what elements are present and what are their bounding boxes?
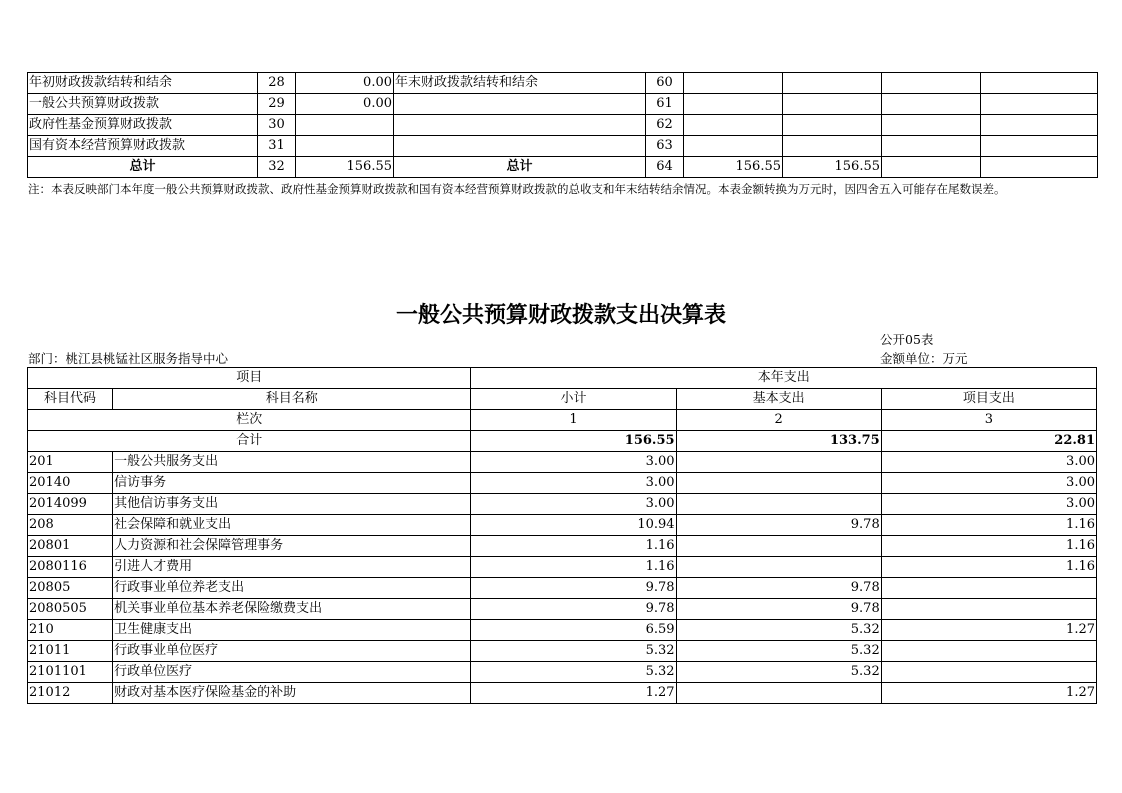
row-right-number: 63 xyxy=(646,136,684,157)
basic-value: 5.32 xyxy=(676,662,881,683)
subtotal-value: 9.78 xyxy=(471,578,676,599)
row-right-label: 年末财政拨款结转和结余 xyxy=(394,73,646,94)
row-amount-4 xyxy=(981,136,1098,157)
subject-name: 引进人才费用 xyxy=(113,557,471,578)
row-left-amount xyxy=(296,136,394,157)
page-title: 一般公共预算财政拨款支出决算表 xyxy=(395,303,726,328)
row-amount-2 xyxy=(783,94,882,115)
row-left-number: 28 xyxy=(258,73,296,94)
form-code: 公开05表 xyxy=(880,332,934,347)
row-amount-2 xyxy=(783,115,882,136)
row-left-label: 年初财政拨款结转和结余 xyxy=(28,73,258,94)
subject-code: 21011 xyxy=(28,641,113,662)
row-left-amount: 0.00 xyxy=(296,73,394,94)
project-value xyxy=(881,641,1096,662)
project-value xyxy=(881,599,1096,620)
row-amount-4 xyxy=(981,115,1098,136)
unit-label: 金额单位：万元 xyxy=(880,351,968,366)
basic-value: 9.78 xyxy=(676,599,881,620)
basic-value: 5.32 xyxy=(676,641,881,662)
subject-name: 财政对基本医疗保险基金的补助 xyxy=(113,683,471,704)
subject-name: 信访事务 xyxy=(113,473,471,494)
header-row-1 xyxy=(28,368,1097,389)
basic-value: 9.78 xyxy=(676,515,881,536)
table-row xyxy=(28,641,1097,662)
project-value: 3.00 xyxy=(881,473,1096,494)
basic-value xyxy=(676,557,881,578)
row-amount-3 xyxy=(882,136,981,157)
subject-code: 210 xyxy=(28,620,113,641)
subtotal-value: 10.94 xyxy=(471,515,676,536)
table-row xyxy=(28,494,1097,515)
subject-code: 2101101 xyxy=(28,662,113,683)
total-project: 22.81 xyxy=(881,431,1096,452)
summary-row xyxy=(28,115,1098,136)
subtotal-value: 9.78 xyxy=(471,599,676,620)
subject-name: 行政单位医疗 xyxy=(113,662,471,683)
appropriation-summary-table xyxy=(27,72,1098,178)
table-row xyxy=(28,452,1097,473)
header-subtotal: 小计 xyxy=(471,389,676,410)
subject-name: 卫生健康支出 xyxy=(113,620,471,641)
subtotal-value: 3.00 xyxy=(471,473,676,494)
row-amount-2 xyxy=(783,136,882,157)
subject-code: 208 xyxy=(28,515,113,536)
project-value: 1.27 xyxy=(881,683,1096,704)
basic-value xyxy=(676,536,881,557)
row-right-number: 60 xyxy=(646,73,684,94)
subject-name: 其他信访事务支出 xyxy=(113,494,471,515)
subject-name: 一般公共服务支出 xyxy=(113,452,471,473)
summary-row xyxy=(28,136,1098,157)
header-current-year: 本年支出 xyxy=(471,368,1097,389)
subject-code: 20140 xyxy=(28,473,113,494)
row-amount-3 xyxy=(882,94,981,115)
subtotal-value: 5.32 xyxy=(471,641,676,662)
header-row-3 xyxy=(28,410,1097,431)
project-value: 1.16 xyxy=(881,515,1096,536)
column-no-1: 1 xyxy=(471,410,676,431)
header-code: 科目代码 xyxy=(28,389,113,410)
row-amount-2 xyxy=(783,73,882,94)
row-amount-4 xyxy=(981,73,1098,94)
subtotal-value: 1.27 xyxy=(471,683,676,704)
row-amount-3 xyxy=(882,115,981,136)
table-row xyxy=(28,620,1097,641)
subject-code: 2080116 xyxy=(28,557,113,578)
header-row-2 xyxy=(28,389,1097,410)
basic-value xyxy=(676,683,881,704)
subject-name: 行政事业单位医疗 xyxy=(113,641,471,662)
total-amount-4 xyxy=(981,157,1098,178)
column-no-3: 3 xyxy=(881,410,1096,431)
table-row xyxy=(28,599,1097,620)
row-amount-1 xyxy=(684,73,783,94)
row-amount-4 xyxy=(981,94,1098,115)
row-left-label: 一般公共预算财政拨款 xyxy=(28,94,258,115)
subject-code: 20805 xyxy=(28,578,113,599)
summary-row xyxy=(28,73,1098,94)
basic-value: 5.32 xyxy=(676,620,881,641)
subject-code: 21012 xyxy=(28,683,113,704)
subject-code: 2080505 xyxy=(28,599,113,620)
header-name: 科目名称 xyxy=(113,389,471,410)
project-value: 1.16 xyxy=(881,557,1096,578)
total-amount-1: 156.55 xyxy=(684,157,783,178)
project-value xyxy=(881,578,1096,599)
table-note: 注：本表反映部门本年度一般公共预算财政拨款、政府性基金预算财政拨款和国有资本经营预算财政拨款的总收支和年末结转结余情况。本表金额转换为万元时，因四舍五入可能存在尾数误差。 xyxy=(28,182,1006,196)
table-row xyxy=(28,515,1097,536)
project-value: 1.27 xyxy=(881,620,1096,641)
project-value: 3.00 xyxy=(881,452,1096,473)
table-row xyxy=(28,578,1097,599)
row-left-label: 政府性基金预算财政拨款 xyxy=(28,115,258,136)
summary-row xyxy=(28,94,1098,115)
total-left-number: 32 xyxy=(258,157,296,178)
total-amount-3 xyxy=(882,157,981,178)
row-left-amount xyxy=(296,115,394,136)
total-left-amount: 156.55 xyxy=(296,157,394,178)
subject-name: 行政事业单位养老支出 xyxy=(113,578,471,599)
table-row xyxy=(28,473,1097,494)
header-project-expense: 项目支出 xyxy=(881,389,1096,410)
basic-value xyxy=(676,494,881,515)
column-no-2: 2 xyxy=(676,410,881,431)
subtotal-value: 1.16 xyxy=(471,557,676,578)
header-basic: 基本支出 xyxy=(676,389,881,410)
row-amount-1 xyxy=(684,115,783,136)
table-row xyxy=(28,557,1097,578)
department-label: 部门：桃江县桃锰社区服务指导中心 xyxy=(28,351,229,366)
subject-code: 201 xyxy=(28,452,113,473)
basic-value xyxy=(676,473,881,494)
summary-total-row xyxy=(28,157,1098,178)
total-subtotal: 156.55 xyxy=(471,431,676,452)
row-left-label: 国有资本经营预算财政拨款 xyxy=(28,136,258,157)
row-right-label xyxy=(394,136,646,157)
table-row xyxy=(28,662,1097,683)
table-row xyxy=(28,536,1097,557)
total-amount-2: 156.55 xyxy=(783,157,882,178)
subtotal-value: 3.00 xyxy=(471,452,676,473)
total-row xyxy=(28,431,1097,452)
row-amount-1 xyxy=(684,136,783,157)
subject-code: 2014099 xyxy=(28,494,113,515)
subject-name: 机关事业单位基本养老保险缴费支出 xyxy=(113,599,471,620)
total-right-label: 总计 xyxy=(394,157,646,178)
row-right-number: 62 xyxy=(646,115,684,136)
total-right-number: 64 xyxy=(646,157,684,178)
row-amount-1 xyxy=(684,94,783,115)
subtotal-value: 3.00 xyxy=(471,494,676,515)
expenditure-table xyxy=(27,367,1097,704)
row-left-number: 31 xyxy=(258,136,296,157)
subtotal-value: 5.32 xyxy=(471,662,676,683)
row-left-number: 29 xyxy=(258,94,296,115)
project-value: 1.16 xyxy=(881,536,1096,557)
subtotal-value: 6.59 xyxy=(471,620,676,641)
row-left-number: 30 xyxy=(258,115,296,136)
column-no-label: 栏次 xyxy=(28,410,471,431)
basic-value: 9.78 xyxy=(676,578,881,599)
table-row xyxy=(28,683,1097,704)
project-value: 3.00 xyxy=(881,494,1096,515)
row-right-label xyxy=(394,115,646,136)
subject-name: 社会保障和就业支出 xyxy=(113,515,471,536)
row-right-number: 61 xyxy=(646,94,684,115)
total-left-label: 总计 xyxy=(28,157,258,178)
basic-value xyxy=(676,452,881,473)
row-amount-3 xyxy=(882,73,981,94)
total-basic: 133.75 xyxy=(676,431,881,452)
total-label: 合计 xyxy=(28,431,471,452)
project-value xyxy=(881,662,1096,683)
header-project: 项目 xyxy=(28,368,471,389)
row-left-amount: 0.00 xyxy=(296,94,394,115)
subtotal-value: 1.16 xyxy=(471,536,676,557)
subject-code: 20801 xyxy=(28,536,113,557)
subject-name: 人力资源和社会保障管理事务 xyxy=(113,536,471,557)
row-right-label xyxy=(394,94,646,115)
